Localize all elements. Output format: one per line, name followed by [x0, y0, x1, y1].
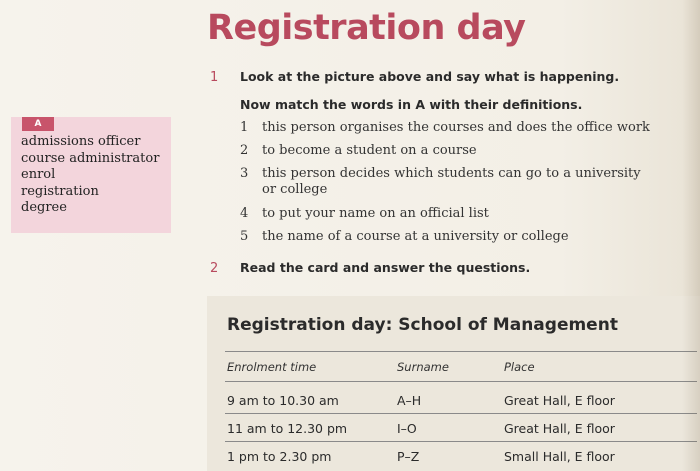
definition-number: 3 — [240, 166, 249, 181]
page-binding-shadow — [682, 0, 700, 471]
cell-place: Great Hall, E floor — [504, 393, 615, 408]
definition-text: the name of a course at a university or college — [262, 229, 569, 244]
definition-text: to put your name on an official list — [262, 206, 489, 221]
word-box-tag: A — [22, 117, 54, 131]
definition-number: 5 — [240, 229, 249, 244]
definition-number: 2 — [240, 143, 249, 158]
definition-item-5 — [240, 229, 657, 245]
cell-enrolment-time: 9 am to 10.30 am — [227, 393, 339, 408]
registration-card — [207, 296, 700, 471]
word-item: registration — [21, 183, 99, 199]
word-item: course administrator — [21, 150, 160, 166]
word-item: admissions officer — [21, 134, 141, 149]
definition-item-3 — [240, 166, 652, 198]
row-divider — [225, 413, 697, 414]
card-title: Registration day: School of Management — [227, 315, 618, 335]
column-header-enrolment-time: Enrolment time — [227, 360, 317, 374]
cell-enrolment-time: 1 pm to 2.30 pm — [227, 449, 332, 464]
cell-surname: P–Z — [397, 449, 420, 464]
exercise-1-number: 1 — [210, 70, 219, 85]
row-divider — [225, 441, 697, 442]
definition-item-4 — [240, 206, 657, 222]
definition-item-2 — [240, 143, 657, 159]
page-title: Registration day — [207, 8, 526, 48]
cell-surname: A–H — [397, 393, 422, 408]
cell-surname: I–O — [397, 421, 417, 436]
exercise-1-instruction-1: Look at the picture above and say what is happening. — [240, 69, 620, 84]
cell-place: Small Hall, E floor — [504, 449, 615, 464]
exercise-2-instruction: Read the card and answer the questions. — [240, 260, 531, 275]
column-header-place: Place — [504, 360, 535, 374]
definition-number: 1 — [240, 120, 249, 135]
card-divider — [225, 351, 697, 352]
word-box-a — [11, 117, 171, 233]
word-item: enrol — [21, 167, 56, 183]
header-divider — [225, 381, 697, 382]
cell-enrolment-time: 11 am to 12.30 pm — [227, 421, 348, 436]
definition-item-1 — [240, 120, 657, 136]
exercise-1-instruction-2: Now match the words in A with their definitions. — [240, 97, 583, 112]
word-list — [21, 134, 159, 217]
definition-text: this person organises the courses and does the office work — [262, 120, 650, 135]
word-item: degree — [21, 200, 67, 216]
column-header-surname: Surname — [397, 360, 449, 374]
definition-text: this person decides which students can go to a university or college — [262, 166, 641, 197]
definition-text: to become a student on a course — [262, 143, 477, 158]
exercise-2-number: 2 — [210, 261, 219, 276]
definition-number: 4 — [240, 206, 249, 221]
cell-place: Great Hall, E floor — [504, 421, 615, 436]
